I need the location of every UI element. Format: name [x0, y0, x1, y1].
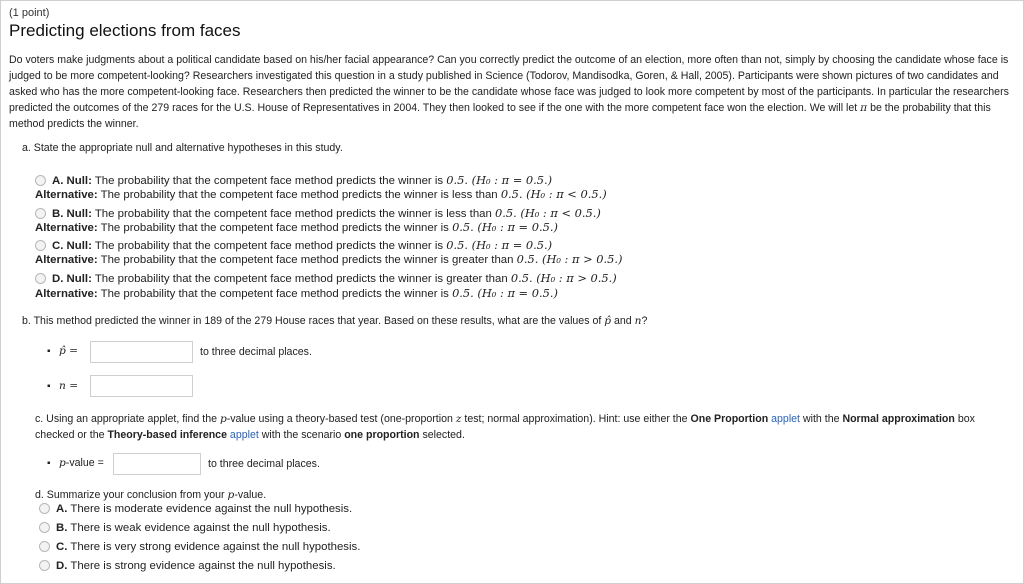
option-math: 0.5. (H₀ : π = 0.5.) [446, 238, 553, 252]
conclusion-option-d[interactable] [39, 560, 336, 572]
option-math: 0.5. (H₀ : π = 0.5.) [452, 220, 558, 234]
part-c-text: c. Using an appropriate applet, find the [35, 413, 217, 425]
normal-approximation-label: Normal approximation [842, 413, 955, 425]
pvalue-input[interactable] [113, 453, 201, 475]
conclusion-option-c[interactable] [39, 541, 360, 553]
bullet: ▪ [47, 346, 51, 357]
part-c-text: box [957, 413, 975, 425]
option-text: There is weak evidence against the null hypothesis. [70, 522, 331, 534]
part-c-text: with the [802, 413, 840, 425]
part-b-question [22, 315, 647, 327]
radio-conclusion-c[interactable] [39, 541, 50, 552]
intro-text: Do voters make judgments about a political candidate based on his/her facial appearance? Can you correctly predict the outcome of an election, more often than not, simply by choosing the candidate whose face is judged to be more competent-looking? Researchers investigated this question in a study published in Science (Todorov, Mandisodka, Goren, & Hall, 2005). Participants were shown pictures of two candidates and asked who has the more competent-looking face. Researchers then predicted the winner to be the candidate whose face was judged to look more competent by most of the participants. In particular the researchers predicted the outcomes of the 279 races for the U.S. House of Representatives in 2004. They then looked to see if the one with the more competent face won the election. We will let [9, 54, 1009, 114]
problem-title: Predicting elections from faces [9, 21, 241, 40]
option-text: There is moderate evidence against the null hypothesis. [70, 503, 353, 515]
part-d-question [35, 489, 266, 501]
option-letter: C. Null: [52, 240, 92, 252]
option-letter: B. Null: [52, 208, 92, 220]
z-symbol: z [455, 413, 462, 425]
option-a-null[interactable] [35, 173, 552, 187]
option-text: The probability that the competent face method predicts the winner is [94, 175, 444, 187]
option-text: There is very strong evidence against the null hypothesis. [70, 541, 361, 553]
option-letter: B. [56, 522, 68, 534]
option-text: The probability that the competent face method predicts the winner is less than [100, 189, 498, 201]
part-c-text: with the scenario [261, 429, 342, 441]
option-text: The probability that the competent face method predicts the winner is greater than [94, 273, 508, 285]
pvalue-hint: to three decimal places. [208, 458, 320, 470]
option-letter: D. Null: [52, 273, 92, 285]
radio-conclusion-b[interactable] [39, 522, 50, 533]
pvalue-label-text: -value = [65, 457, 104, 469]
option-letter: D. [56, 560, 68, 572]
intro-text-end: be the probability that this method predicts the winner. [9, 102, 991, 130]
n-symbol: n [634, 315, 642, 327]
n-input[interactable] [90, 375, 193, 397]
part-a-question: a. State the appropriate null and alternative hypotheses in this study. [22, 142, 343, 154]
option-math: 0.5. (H₀ : π < 0.5.) [500, 187, 607, 201]
theory-based-applet-link[interactable]: applet [229, 429, 259, 441]
option-letter: C. [56, 541, 68, 553]
option-text: The probability that the competent face method predicts the winner is [100, 222, 449, 234]
option-d-null[interactable] [35, 271, 617, 285]
one-proportion-scenario-label: one proportion [344, 429, 420, 441]
one-proportion-label: One Proportion [690, 413, 769, 425]
p-symbol: p [219, 413, 227, 425]
radio-a[interactable] [35, 175, 46, 186]
option-text: The probability that the competent face method predicts the winner is greater than [100, 254, 514, 266]
option-text: There is strong evidence against the null hypothesis. [70, 560, 336, 572]
one-proportion-applet-link[interactable]: applet [771, 413, 801, 425]
question-mark: ? [641, 315, 648, 327]
option-math: 0.5. (H₀ : π > 0.5.) [516, 252, 623, 266]
conclusion-option-a[interactable] [39, 503, 352, 515]
alt-label: Alternative: [35, 189, 98, 201]
radio-c[interactable] [35, 240, 46, 251]
points-label: (1 point) [9, 7, 50, 19]
alt-label: Alternative: [35, 254, 98, 266]
theory-based-label: Theory-based inference [107, 429, 227, 441]
bullet: ▪ [47, 381, 51, 392]
radio-conclusion-a[interactable] [39, 503, 50, 514]
p-symbol: p [59, 457, 66, 469]
radio-d[interactable] [35, 273, 46, 284]
phat-symbol: p̂ [604, 315, 612, 327]
p-symbol: p [227, 489, 235, 501]
pi-symbol: π [860, 102, 868, 114]
phat-label: p̂ = [59, 345, 79, 357]
pvalue-label [59, 457, 104, 469]
phat-input[interactable] [90, 341, 193, 363]
option-letter: A. [56, 503, 68, 515]
radio-b[interactable] [35, 208, 46, 219]
option-c-alt [35, 252, 622, 266]
part-c-text: test; normal approximation). Hint: use either the [464, 413, 688, 425]
option-text: The probability that the competent face method predicts the winner is less than [94, 208, 492, 220]
alt-label: Alternative: [35, 288, 98, 300]
option-b-alt [35, 220, 558, 234]
option-math: 0.5. (H₀ : π = 0.5.) [446, 173, 553, 187]
part-c-text: selected. [422, 429, 465, 441]
option-math: 0.5. (H₀ : π = 0.5.) [452, 286, 558, 300]
part-c-text: -value using a theory-based test (one-proportion [226, 413, 453, 425]
option-math: 0.5. (H₀ : π < 0.5.) [495, 206, 601, 220]
part-c-question [35, 411, 1010, 443]
phat-hint: to three decimal places. [200, 346, 312, 358]
option-math: 0.5. (H₀ : π > 0.5.) [510, 271, 617, 285]
bullet: ▪ [47, 458, 51, 469]
option-c-null[interactable] [35, 238, 552, 252]
n-label: n = [59, 380, 79, 392]
radio-conclusion-d[interactable] [39, 560, 50, 571]
option-b-null[interactable] [35, 206, 601, 220]
and-text: and [613, 315, 632, 327]
option-text: The probability that the competent face method predicts the winner is [94, 240, 444, 252]
option-d-alt [35, 286, 558, 300]
part-d-text: -value. [234, 489, 267, 501]
conclusion-option-b[interactable] [39, 522, 331, 534]
intro-paragraph [9, 52, 1014, 132]
option-a-alt [35, 187, 607, 201]
part-d-text: d. Summarize your conclusion from your [35, 489, 225, 501]
option-letter: A. Null: [52, 175, 92, 187]
part-c-text: checked or the [35, 429, 105, 441]
part-b-text: b. This method predicted the winner in 189 of the 279 House races that year. Based on these results, what are the values of [22, 315, 602, 327]
alt-label: Alternative: [35, 222, 98, 234]
option-text: The probability that the competent face method predicts the winner is [100, 288, 449, 300]
